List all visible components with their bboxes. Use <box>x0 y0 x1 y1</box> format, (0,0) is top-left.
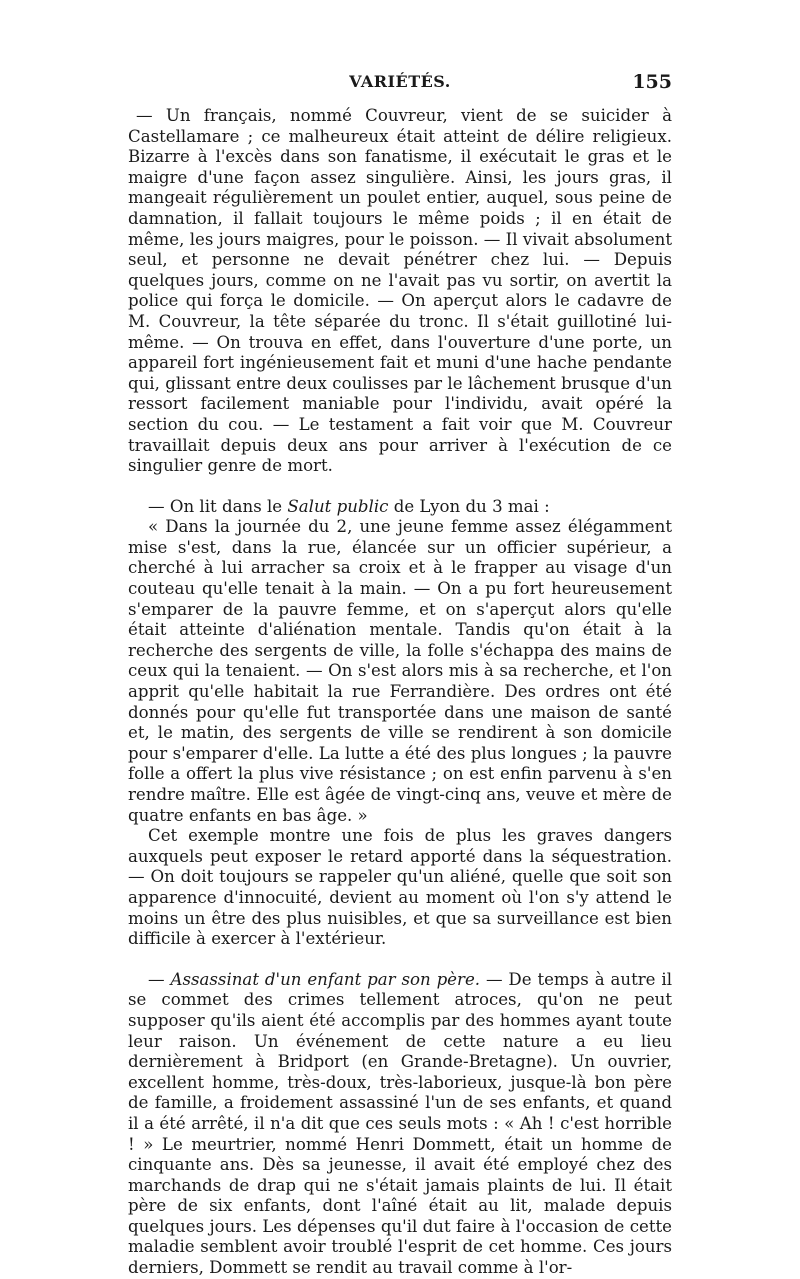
paragraph-body: — De temps à autre il se commet des crimes tellement atroces, qu'on ne peut supposer qu'ils aient été accomplis par des hommes ayant toute leur raison. Un événement de cette nature a eu lieu dernièrement à Bridport (en Grande-Bretagne). Un ouvrier, excellent homme, très-doux, très-laborieux, jusque-là bon père de famille, a froidement assassiné l'un de ses enfants, et quand il a été arrêté, il n'a dit que ces seuls mots : « Ah ! c'est horrible ! » Le meurtrier, nommé Henri Dommett, était un homme de cinquante ans. Dès sa jeunesse, il avait été employé chez des marchands de drap qui ne s'était jamais plaints de lui. Il était père de six enfants, dont l'aîné était au lit, malade depuis quelques jours. Les dépenses qu'il dut faire à l'occasion de cette maladie semblent avoir troublé l'esprit de cet homme. Ces jours derniers, Dommett se rendit au travail comme à l'or- <box>128 969 673 1278</box>
article-intro <box>128 497 672 518</box>
intro-text: de Lyon du 3 mai : <box>388 496 550 516</box>
paragraph: « Dans la journée du 2, une jeune femme assez élégamment mise s'est, dans la rue, élancée sur un officier supérieur, a cherché à lui arracher sa croix et à le frapper au visage d'un couteau qu'elle tenait à la main. — On a pu fort heureusement s'emparer de la pauvre femme, et on s'aperçut alors qu'elle était atteinte d'aliénation mentale. Tandis qu'on était à la recherche des sergents de ville, la folle s'échappa des mains de ceux qui la tenaient. — On s'est alors mis à sa recherche, et l'on apprit qu'elle habitait la rue Ferrandière. Des ordres ont été donnés pour qu'elle fut transportée dans une maison de santé et, le matin, des sergents de ville se rendirent à son domicile pour s'emparer d'elle. La lutte a été des plus longues ; la pauvre folle a offert la plus vive résistance ; on est enfin parvenu à s'en rendre maître. Elle est âgée de vingt-cinq ans, veuve et mère de quatre enfants en bas âge. » <box>128 517 672 825</box>
section-gap <box>128 950 672 970</box>
article-assassinat <box>128 970 672 1279</box>
article-couvreur <box>128 106 672 477</box>
section-gap <box>128 477 672 497</box>
page-header <box>128 72 672 106</box>
paragraph <box>128 970 672 1279</box>
article-lyon <box>128 497 672 950</box>
book-page <box>128 72 672 1279</box>
paragraph: — Un français, nommé Couvreur, vient de se suicider à Castellamare ; ce malheureux était atteint de délire religieux. Bizarre à l'excès dans son fanatisme, il exécutait le gras et le maigre d'une façon assez singulière. Ainsi, les jours gras, il mangeait régulièrement un poulet entier, auquel, sous peine de damnation, il fallait toujours le même poids ; il en était de même, les jours maigres, pour le poisson. — Il vivait absolument seul, et personne ne devait pénétrer chez lui. — Depuis quelques jours, comme on ne l'avait pas vu sortir, on avertit la police qui força le domicile. — On aperçut alors le cadavre de M. Couvreur, la tête séparée du tronc. Il s'était guillotiné lui-même. — On trouva en effet, dans l'ouverture d'une porte, un appareil fort ingénieusement fait et muni d'une hache pendante qui, glissant entre deux coulisses par le lâchement brusque d'un ressort facilement maniable pour l'individu, avait opéré la section du cou. — Le testament a fait voir que M. Couvreur travaillait depuis deux ans pour arriver à l'exécution de ce singulier genre de mort. <box>128 106 672 476</box>
running-title: VARIÉTÉS. <box>349 72 451 91</box>
intro-text: — On lit dans le <box>148 496 288 516</box>
heading-dash: — <box>148 969 171 989</box>
paragraph: Cet exemple montre une fois de plus les graves dangers auxquels peut exposer le retard apporté dans la séquestration. — On doit toujours se rappeler qu'un aliéné, quelle que soit son apparence d'innocuité, devient au moment où l'on s'y attend le moins un être des plus nuisibles, et que sa surveillance est bien difficile à exercer à l'extérieur. <box>128 826 672 949</box>
article-heading: Assassinat d'un enfant par son père. <box>170 969 481 989</box>
newspaper-title: Salut public <box>287 496 389 516</box>
page-number: 155 <box>632 71 672 93</box>
